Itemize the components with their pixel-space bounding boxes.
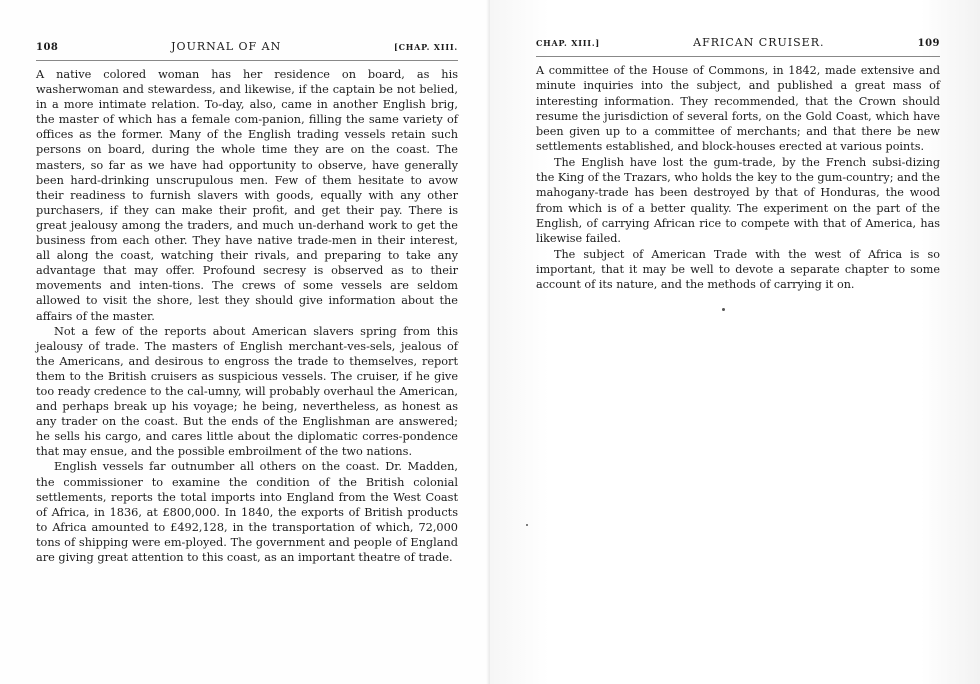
left-body-text [36, 67, 458, 565]
right-running-head [536, 36, 940, 49]
right-head-rule [536, 56, 940, 57]
right-page [490, 0, 980, 684]
left-page-number: 108 [36, 42, 59, 53]
ink-speck [526, 524, 528, 526]
left-chapter-ref: [CHAP. XIII. [393, 42, 458, 52]
ink-speck [722, 308, 725, 311]
right-body-text [536, 63, 940, 292]
paragraph: English vessels far outnumber all others on the coast. Dr. Madden, the commissioner to examine the condition of the British colonial settlements, reports the total imports into England from the West Coast of Africa, in 1836, at £800,000. In 1840, the exports of British products to Africa amounted to £492,128, in the transportation of which, 72,000 tons of shipping were em-ployed. The government and people of England are giving great attention to this coast, as an important theatre of trade. [36, 460, 458, 564]
right-chapter-ref: CHAP. XIII.] [536, 38, 600, 48]
left-running-title: JOURNAL OF AN [171, 40, 282, 53]
left-running-head [36, 40, 458, 53]
right-running-title: AFRICAN CRUISER. [693, 36, 825, 49]
paragraph: Not a few of the reports about American slavers spring from this jealousy of trade. The masters of English merchant-ves-sels, jealous of the Americans, and desirous to engross the trade to themselves, report them to the British cruisers as suspicious vessels. The cruiser, if he give too ready credence to the cal-umny, will probably overhaul the American, and perhaps break up his voyage; he being, nevertheless, as honest as any trader on the coast. But the ends of the Englishman are answered; he sells his cargo, and cares little about the diplomatic corres-pondence that may ensue, and the possible embroilment of the two nations. [36, 324, 458, 459]
left-head-rule [36, 60, 458, 61]
paragraph: A committee of the House of Commons, in 1842, made extensive and minute inquiries into the subject, and published a great mass of interesting information. They recommended, that the Crown should resume the jurisdiction of several forts, on the Gold Coast, which have been given up to a committee of merchants; and that there be new settlements established, and block-houses erected at various points. [536, 64, 940, 154]
right-page-number: 109 [917, 38, 940, 49]
paragraph: The English have lost the gum-trade, by the French subsi-dizing the King of the Trazars, who holds the key to the gum-country; and the mahogany-trade has been destroyed by that of Honduras, the wood from which is of a better quality. The experiment on the part of the English, of carrying African rice to compete with that of America, has likewise failed. [536, 155, 940, 246]
paragraph: A native colored woman has her residence on board, as his washerwoman and stewardess, and likewise, if the captain be not belied, in a more intimate relation. To-day, also, came in another English brig, the master of which has a female com-panion, filling the same variety of offices as the former. Many of the English trading vessels retain such persons on board, during the whole time they are on the coast. The masters, so far as we have had opportunity to observe, have generally been hard-drinking unscrupulous men. Few of them hesitate to avow their readiness to furnish slavers with goods, equally with any other purchasers, if they can make their profit, and get their pay. There is great jealousy among the traders, and much un-derhand work to get the business from each other. They have native trade-men in their interest, all along the coast, watching their rivals, and preparing to take any advantage that may offer. Profound secresy is observed as to their movements and inten-tions. The crews of some vessels are seldom allowed to visit the shore, lest they should give information about the affairs of the master. [36, 68, 458, 323]
paragraph: The subject of American Trade with the west of Africa is so important, that it may be well to devote a separate chapter to some account of its nature, and the methods of carrying it on. [536, 247, 940, 292]
